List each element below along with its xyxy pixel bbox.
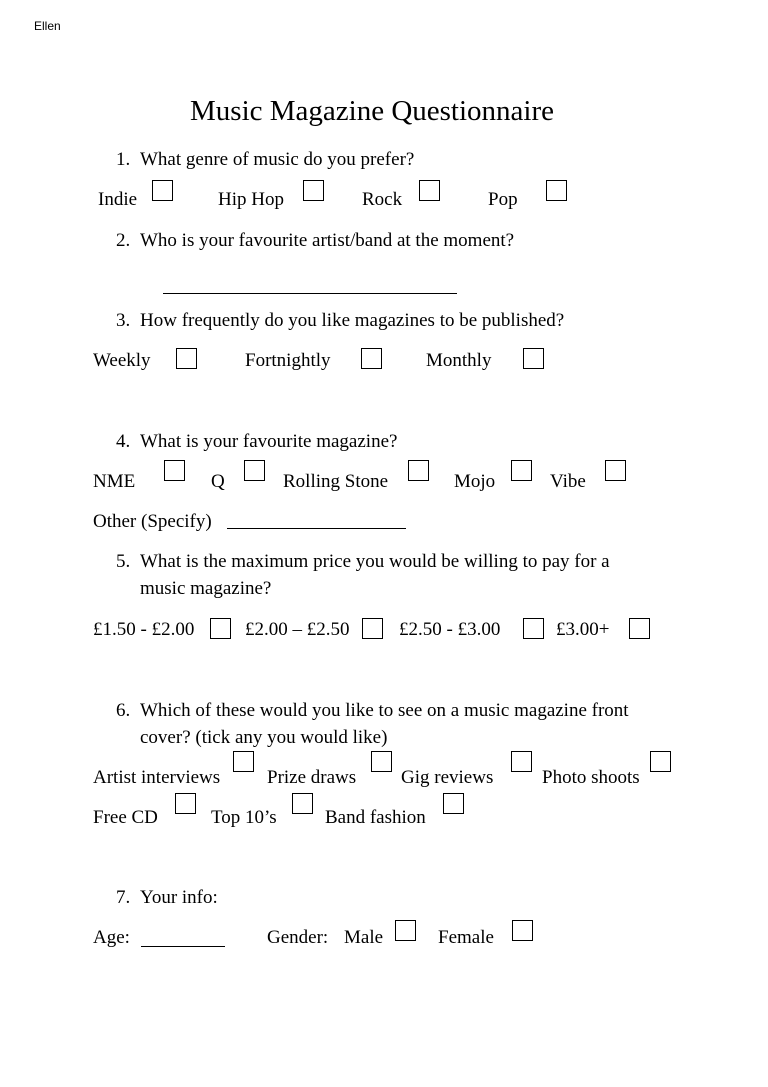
author-name: Ellen bbox=[34, 19, 61, 33]
checkbox-price-2[interactable] bbox=[362, 618, 383, 639]
question-number: 7. bbox=[116, 887, 131, 908]
option-label: Vibe bbox=[550, 471, 586, 492]
question-text: What genre of music do you prefer? bbox=[140, 149, 415, 170]
checkbox-gig-reviews[interactable] bbox=[511, 751, 532, 772]
option-label: Gig reviews bbox=[401, 767, 494, 788]
checkbox-nme[interactable] bbox=[164, 460, 185, 481]
question-number: 1. bbox=[116, 149, 131, 170]
checkbox-weekly[interactable] bbox=[176, 348, 197, 369]
option-label: Free CD bbox=[93, 807, 158, 828]
option-label: Rock bbox=[362, 189, 403, 210]
checkbox-price-3[interactable] bbox=[523, 618, 544, 639]
option-label: Mojo bbox=[454, 471, 496, 492]
option-label: £2.50 - £3.00 bbox=[399, 619, 501, 640]
checkbox-mojo[interactable] bbox=[511, 460, 532, 481]
option-label: NME bbox=[93, 471, 136, 492]
question-2 bbox=[116, 229, 514, 253]
question-1 bbox=[116, 148, 414, 172]
option-label: Band fashion bbox=[325, 807, 426, 828]
checkbox-price-1[interactable] bbox=[210, 618, 231, 639]
option-label: Female bbox=[438, 927, 494, 948]
question-number: 3. bbox=[116, 310, 131, 331]
checkbox-price-4[interactable] bbox=[629, 618, 650, 639]
checkbox-top-10s[interactable] bbox=[292, 793, 313, 814]
checkbox-photo-shoots[interactable] bbox=[650, 751, 671, 772]
option-label: Photo shoots bbox=[542, 767, 640, 788]
checkbox-prize-draws[interactable] bbox=[371, 751, 392, 772]
checkbox-pop[interactable] bbox=[546, 180, 567, 201]
checkbox-rock[interactable] bbox=[419, 180, 440, 201]
question-text: What is the maximum price you would be willing to pay for a bbox=[140, 551, 610, 572]
question-number: 5. bbox=[116, 551, 131, 572]
option-label: Hip Hop bbox=[218, 189, 284, 210]
checkbox-female[interactable] bbox=[512, 920, 533, 941]
question-text-continued: music magazine? bbox=[140, 578, 272, 599]
option-label: Pop bbox=[488, 189, 518, 210]
checkbox-vibe[interactable] bbox=[605, 460, 626, 481]
option-label: Fortnightly bbox=[245, 350, 331, 371]
checkbox-male[interactable] bbox=[395, 920, 416, 941]
option-label: Q bbox=[211, 471, 225, 492]
option-label: Artist interviews bbox=[93, 767, 221, 788]
favourite-artist-answer-line[interactable] bbox=[163, 293, 457, 294]
option-label: Top 10’s bbox=[211, 807, 277, 828]
question-text: Your info: bbox=[140, 887, 218, 908]
option-label: Monthly bbox=[426, 350, 492, 371]
question-text: Who is your favourite artist/band at the moment? bbox=[140, 230, 515, 251]
option-label: £1.50 - £2.00 bbox=[93, 619, 195, 640]
option-label: Male bbox=[344, 927, 384, 948]
question-6 bbox=[116, 699, 629, 723]
question-text: Which of these would you like to see on a music magazine front bbox=[140, 700, 629, 721]
option-label: £2.00 – £2.50 bbox=[245, 619, 350, 640]
other-specify-label: Other (Specify) bbox=[93, 511, 212, 532]
page-title: Music Magazine Questionnaire bbox=[190, 95, 555, 127]
option-label: Indie bbox=[98, 189, 138, 210]
option-label: Rolling Stone bbox=[283, 471, 389, 492]
question-3 bbox=[116, 309, 564, 333]
option-label: Weekly bbox=[93, 350, 151, 371]
question-number: 6. bbox=[116, 700, 131, 721]
checkbox-hip-hop[interactable] bbox=[303, 180, 324, 201]
option-label: £3.00+ bbox=[556, 619, 610, 640]
checkbox-monthly[interactable] bbox=[523, 348, 544, 369]
checkbox-free-cd[interactable] bbox=[175, 793, 196, 814]
checkbox-rolling-stone[interactable] bbox=[408, 460, 429, 481]
question-text-continued: cover? (tick any you would like) bbox=[140, 727, 388, 748]
checkbox-band-fashion[interactable] bbox=[443, 793, 464, 814]
question-text: What is your favourite magazine? bbox=[140, 431, 398, 452]
age-answer-line[interactable] bbox=[141, 946, 225, 947]
question-5 bbox=[116, 550, 610, 574]
question-4 bbox=[116, 430, 397, 454]
question-number: 4. bbox=[116, 431, 131, 452]
checkbox-indie[interactable] bbox=[152, 180, 173, 201]
question-text: How frequently do you like magazines to be published? bbox=[140, 310, 565, 331]
checkbox-q[interactable] bbox=[244, 460, 265, 481]
gender-label: Gender: bbox=[267, 927, 329, 948]
question-7 bbox=[116, 886, 218, 910]
age-label: Age: bbox=[93, 927, 130, 948]
checkbox-artist-interviews[interactable] bbox=[233, 751, 254, 772]
option-label: Prize draws bbox=[267, 767, 357, 788]
question-number: 2. bbox=[116, 230, 131, 251]
other-specify-answer-line[interactable] bbox=[227, 528, 406, 529]
checkbox-fortnightly[interactable] bbox=[361, 348, 382, 369]
